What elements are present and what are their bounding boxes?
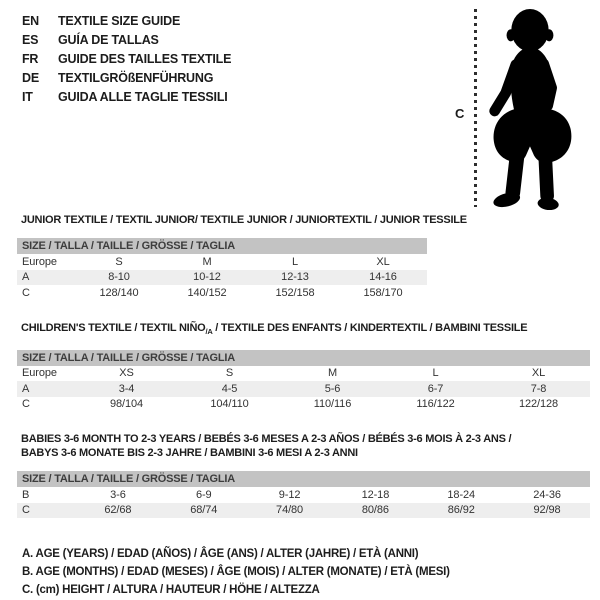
size-value: 10-12: [193, 271, 221, 284]
size-value: M: [202, 255, 212, 268]
language-code: FR: [22, 51, 39, 66]
footnote: C. (cm) HEIGHT / ALTURA / HAUTEUR / HÖHE / ALTEZZA: [22, 584, 320, 597]
language-row: [22, 68, 231, 87]
size-value: L: [291, 255, 299, 268]
size-table: [17, 238, 427, 301]
row-label: Europe: [22, 255, 57, 268]
title-text: / TEXTILE DES ENFANTS / KINDERTEXTIL / BAMBINI TESSILE: [212, 321, 528, 334]
size-value: 116/122: [416, 398, 455, 411]
size-value: 110/116: [313, 398, 352, 411]
size-value: S: [225, 367, 234, 380]
size-value: 68/74: [190, 504, 218, 517]
row-label: C: [22, 286, 30, 299]
row-label: C: [22, 398, 30, 411]
size-value: 158/170: [363, 286, 403, 299]
size-table-children: [17, 321, 590, 413]
size-value: XL: [376, 255, 390, 268]
height-measure-label: C: [455, 106, 465, 121]
size-value: 152/158: [275, 286, 315, 299]
size-header-bar: SIZE / TALLA / TAILLE / GRÖSSE / TAGLIA: [17, 471, 590, 487]
table-row: [17, 397, 590, 413]
language-row: [22, 49, 231, 68]
language-title-list: [22, 11, 231, 106]
row-label: Europe: [22, 367, 57, 380]
size-tables: [17, 213, 590, 518]
table-title-line: [21, 321, 590, 339]
size-value: 140/152: [187, 286, 227, 299]
size-header-bar: SIZE / TALLA / TAILLE / GRÖSSE / TAGLIA: [17, 350, 590, 366]
baby-figure: [448, 8, 590, 212]
size-value: 12-18: [361, 488, 390, 501]
language-code: IT: [22, 89, 33, 104]
language-row: [22, 30, 231, 49]
table-title-line: [21, 446, 590, 460]
size-value: 86/92: [447, 504, 475, 517]
table-row: [17, 270, 427, 286]
size-value: 80/86: [361, 504, 389, 517]
title-text: CHILDREN'S TEXTILE / TEXTIL NIÑO: [21, 321, 206, 334]
language-title: GUÍA DE TALLAS: [58, 32, 159, 47]
size-value: 4-5: [221, 382, 238, 395]
size-value: 128/140: [99, 286, 139, 299]
size-value: 14-16: [369, 271, 397, 284]
language-title: GUIDA ALLE TAGLIE TESSILI: [58, 89, 228, 104]
table-title: [21, 213, 590, 227]
size-header-bar: SIZE / TALLA / TAILLE / GRÖSSE / TAGLIA: [17, 238, 427, 254]
size-table: [17, 350, 590, 413]
size-value: 122/128: [518, 398, 559, 411]
size-value: L: [432, 367, 439, 380]
size-value: 6-7: [427, 382, 444, 395]
language-title: TEXTILGRÖßENFÜHRUNG: [58, 70, 214, 85]
title-text: BABYS 3-6 MONATE BIS 2-3 JAHRE / BAMBINI 3-6 MESI A 2-3 ANNI: [21, 447, 358, 460]
language-code: DE: [22, 70, 39, 85]
language-row: [22, 87, 231, 106]
table-row: [17, 366, 590, 382]
size-value: XL: [531, 367, 546, 380]
language-code: EN: [22, 13, 39, 28]
title-text: BABIES 3-6 MONTH TO 2-3 YEARS / BEBÉS 3-6 MESES A 2-3 AÑOS / BÉBÉS 3-6 MOIS À 2-3 ANS /: [21, 433, 512, 446]
size-table-babies: [17, 432, 590, 518]
table-row: [17, 487, 590, 503]
size-value: 6-9: [195, 488, 212, 501]
size-value: 12-13: [281, 271, 309, 284]
footnote: A. AGE (YEARS) / EDAD (AÑOS) / ÂGE (ANS) / ALTER (JAHRE) / ETÀ (ANNI): [22, 548, 419, 561]
row-label: A: [22, 382, 30, 395]
table-row: [17, 285, 427, 301]
size-value: 18-24: [447, 488, 476, 501]
size-value: S: [115, 255, 123, 268]
language-title: GUIDE DES TAILLES TEXTILE: [58, 51, 232, 66]
table-title-line: [21, 432, 590, 446]
title-text: JUNIOR TEXTILE / TEXTIL JUNIOR/ TEXTILE JUNIOR / JUNIORTEXTIL / JUNIOR TESSILE: [21, 214, 467, 226]
size-value: 24-36: [533, 488, 561, 501]
size-value: 9-12: [278, 488, 301, 501]
title-text: /A: [205, 326, 213, 336]
size-value: 104/110: [210, 398, 249, 411]
size-value: M: [327, 367, 338, 380]
table-title-line: [21, 213, 590, 227]
size-value: XS: [119, 367, 134, 380]
row-label: B: [22, 488, 30, 501]
table-title: [21, 432, 590, 460]
table-title: [21, 321, 590, 339]
footnotes: [22, 545, 590, 599]
language-code: ES: [22, 32, 39, 47]
size-value: 7-8: [530, 382, 547, 395]
size-value: 92/98: [533, 504, 561, 517]
table-row: [17, 381, 590, 397]
size-table-junior: [17, 213, 590, 301]
size-value: 5-6: [324, 382, 341, 395]
tables-section: [17, 213, 590, 599]
size-table: [17, 471, 590, 518]
size-value: 8-10: [108, 271, 130, 284]
row-label: C: [22, 504, 30, 517]
language-title: TEXTILE SIZE GUIDE: [58, 13, 181, 28]
size-value: 3-6: [110, 488, 126, 501]
table-row: [17, 254, 427, 270]
baby-silhouette-icon: [484, 8, 580, 210]
language-row: [22, 11, 231, 30]
size-value: 74/80: [276, 504, 304, 517]
size-value: 98/104: [109, 398, 144, 411]
footnote: B. AGE (MONTHS) / EDAD (MESES) / ÂGE (MOIS) / ALTER (MONATE) / ETÀ (MESI): [22, 566, 450, 579]
height-dotted-line: [474, 9, 477, 207]
row-label: A: [22, 271, 30, 284]
size-value: 62/68: [104, 504, 132, 517]
table-row: [17, 503, 590, 519]
size-value: 3-4: [118, 382, 135, 395]
